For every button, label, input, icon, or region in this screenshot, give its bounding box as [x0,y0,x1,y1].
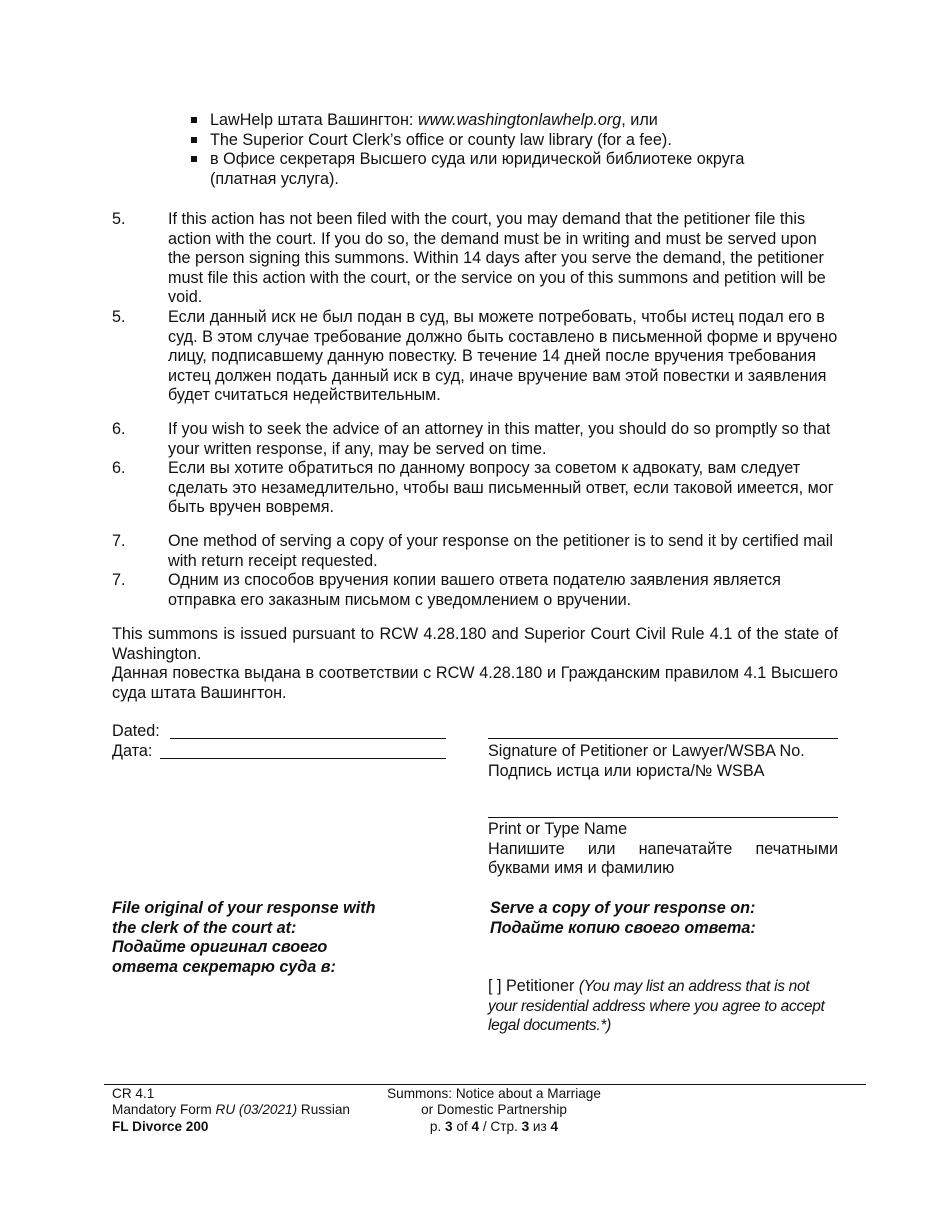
bullet-square-icon [191,156,197,162]
bullet-square-icon [191,117,197,123]
item-6-ru: 6. Если вы хотите обратиться по данному вопросу за советом к адвокату, вам следует сделать это незамедлительно, чтобы ваш письменный ответ, если таковой имеется, мог быть вручен вовремя. [112,459,834,517]
dated-label-en: Dated: [112,722,160,740]
washington-lawhelp-link[interactable]: www.washingtonlawhelp.org [417,111,622,129]
petitioner-note: (You may list an address that is not your residential address where you agree to accept legal documents.*) [488,978,825,1035]
file-original-heading: File original of your response with the clerk of the court at: Подайте оригинал своего ответа секретарю суда в: [112,899,376,976]
item-7-ru: 7. Одним из способов вручения копии вашего ответа подателю заявления является отправка его заказным письмом с уведомлением о вручении. [112,571,781,609]
signature-line[interactable] [488,738,838,739]
item-5-ru: 5. Если данный иск не был подан в суд, вы можете потребовать, чтобы истец подал его в суд. В этом случае требование должно быть составлено в письменной форме и вручено лицу, подписавшему данную повестку. В течение 14 дней после вручения требования истец должен подать данный иск в суд, иначе вручение вам этой повестки и заявления будет считаться недействительным. [112,308,838,405]
footer-divider [104,1084,866,1085]
footer-center: Summons: Notice about a Marriage or Domestic Partnership p. 3 of 4 / Стр. 3 из 4 [364,1086,624,1135]
dated-field-ru[interactable] [160,758,446,759]
item-6-en: 6. If you wish to seek the advice of an attorney in this matter, you should do so promptly so that your written response, if any, may be served on time. [112,420,831,458]
list-item: в Офисе секретаря Высшего суда или юридической библиотеке округа (платная услуга). [186,150,810,189]
petitioner-option[interactable] [488,977,840,1036]
list-item: LawHelp штата Вашингтон: www.washingtonlawhelp.org, или [186,111,836,131]
issued-statement-en: This summons is issued pursuant to RCW 4.28.180 and Superior Court Civil Rule 4.1 of the state of Washington. [112,625,838,663]
footer-left: CR 4.1 Mandatory Form RU (03/2021) Russian FL Divorce 200 [112,1086,350,1134]
resource-list [186,111,836,189]
list-item: The Superior Court Clerk’s office or county law library (for a fee). [186,131,836,151]
print-name-line[interactable] [488,817,838,818]
dated-field[interactable] [170,738,446,739]
petitioner-checkbox[interactable]: [ ] Petitioner [488,977,575,995]
bullet-square-icon [191,137,197,143]
serve-copy-heading: Serve a copy of your response on: Подайте копию своего ответа: [490,899,756,937]
page-number: p. 3 of 4 / Стр. 3 из 4 [429,1118,559,1134]
issued-statement-ru: Данная повестка выдана в соответствии с RCW 4.28.180 и Гражданским правилом 4.1 Высшего суда штата Вашингтон. [112,664,838,702]
print-name-label-en: Print or Type Name [488,820,628,838]
dated-label-ru: Дата: [112,742,153,760]
item-7-en: 7. One method of serving a copy of your response on the petitioner is to send it by certified mail with return receipt requested. [112,532,833,570]
print-name-label-ru-1: Напишите или напечатайте печатными [488,840,838,858]
signature-label-ru: Подпись истца или юриста/№ WSBA [488,762,765,780]
signature-label-en: Signature of Petitioner or Lawyer/WSBA No. [488,742,805,760]
print-name-label-ru-2: буквами имя и фамилию [488,859,675,877]
item-5-en: 5. If this action has not been filed with the court, you may demand that the petitioner file this action with the court. If you do so, the demand must be in writing and must be served upon the person signing this summons. Within 14 days after you serve the demand, the petitioner must file this action with the court, or the service on you of this summons and petition will be void. [112,210,826,307]
